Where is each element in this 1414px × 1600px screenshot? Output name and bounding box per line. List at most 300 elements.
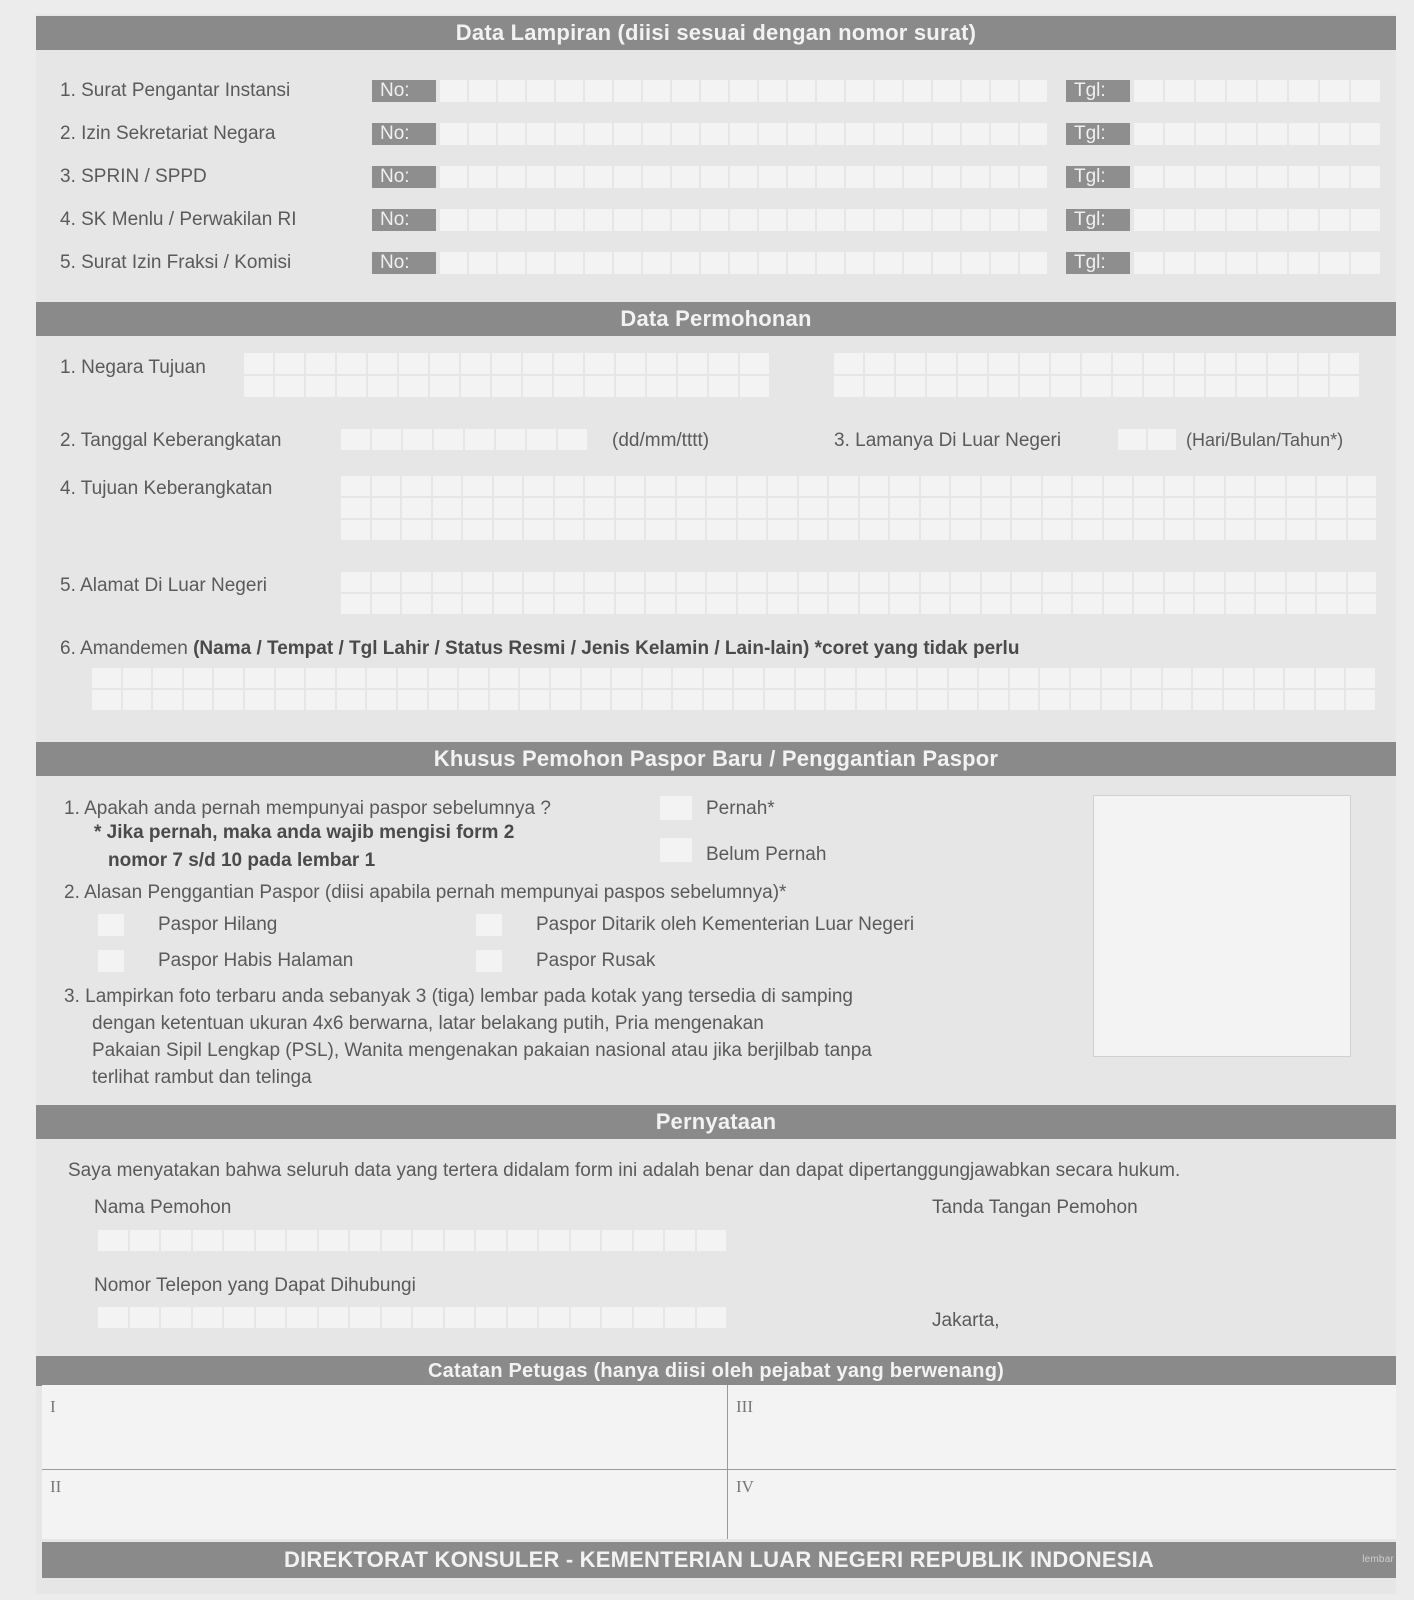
input-cell[interactable] [1320,209,1349,231]
input-cell[interactable] [337,376,366,397]
input-cell[interactable] [677,520,706,540]
input-cell[interactable] [1317,498,1346,518]
input-cell[interactable] [788,166,815,188]
input-cell[interactable] [1285,668,1314,688]
input-cell[interactable] [1196,123,1225,145]
input-cell[interactable] [1256,498,1285,518]
input-cell[interactable] [1351,252,1380,274]
input-cell[interactable] [1317,594,1346,614]
input-cell[interactable] [677,594,706,614]
input-cell[interactable] [498,252,525,274]
input-cell[interactable] [673,668,702,688]
input-cell[interactable] [372,498,401,518]
input-cell[interactable] [372,572,401,592]
input-cell[interactable] [933,166,960,188]
input-cell[interactable] [799,520,828,540]
input-cell[interactable] [1226,476,1255,496]
input-cell[interactable] [643,690,672,710]
lampiran-tgl-input[interactable] [1134,209,1384,231]
input-cell[interactable] [1287,476,1316,496]
input-cell[interactable] [244,376,273,397]
input-cell[interactable] [469,252,496,274]
input-cell[interactable] [98,1307,128,1328]
input-cell[interactable] [1316,668,1345,688]
input-cell[interactable] [402,572,431,592]
input-cell[interactable] [701,80,728,102]
input-cell[interactable] [440,123,467,145]
input-cell[interactable] [949,668,978,688]
input-cell[interactable] [1104,572,1133,592]
input-cell[interactable] [585,123,612,145]
input-cell[interactable] [539,1307,569,1328]
input-cell[interactable] [1289,252,1318,274]
input-cell[interactable] [1010,668,1039,688]
input-cell[interactable] [1348,498,1377,518]
input-cell[interactable] [701,209,728,231]
input-cell[interactable] [1071,690,1100,710]
input-cell[interactable] [768,498,797,518]
input-cell[interactable] [796,690,825,710]
input-cell[interactable] [429,690,458,710]
input-cell[interactable] [829,594,858,614]
input-cell[interactable] [991,209,1018,231]
input-cell[interactable] [921,520,950,540]
input-cell[interactable] [1289,80,1318,102]
input-cell[interactable] [520,668,549,688]
input-cell[interactable] [1320,252,1349,274]
input-cell[interactable] [989,376,1018,397]
input-cell[interactable] [337,668,366,688]
photo-box[interactable] [1093,795,1351,1057]
input-cell[interactable] [1165,166,1194,188]
lampiran-no-input[interactable] [440,123,1060,145]
input-cell[interactable] [463,520,492,540]
input-cell[interactable] [918,668,947,688]
input-cell[interactable] [991,252,1018,274]
input-cell[interactable] [701,166,728,188]
input-cell[interactable] [1165,572,1194,592]
input-cell[interactable] [1012,594,1041,614]
input-cell[interactable] [524,594,553,614]
input-cell[interactable] [614,80,641,102]
input-cell[interactable] [463,572,492,592]
input-cell[interactable] [1012,476,1041,496]
input-cell[interactable] [465,429,494,450]
input-cell[interactable] [1073,520,1102,540]
input-cell[interactable] [445,1307,475,1328]
input-cell[interactable] [904,252,931,274]
input-cell[interactable] [463,594,492,614]
input-cell[interactable] [1104,498,1133,518]
input-cell[interactable] [1102,690,1131,710]
nama-pemohon-input[interactable] [98,1230,728,1251]
input-cell[interactable] [643,252,670,274]
input-cell[interactable] [1258,166,1287,188]
input-cell[interactable] [1346,668,1375,688]
input-cell[interactable] [98,1230,128,1251]
input-cell[interactable] [224,1307,254,1328]
input-cell[interactable] [524,498,553,518]
input-cell[interactable] [1348,572,1377,592]
input-cell[interactable] [1020,166,1047,188]
input-cell[interactable] [571,1230,601,1251]
lampiran-no-input[interactable] [440,252,1060,274]
input-cell[interactable] [399,376,428,397]
input-cell[interactable] [834,376,863,397]
checkbox-paspor-hilang[interactable] [98,914,124,936]
input-cell[interactable] [768,572,797,592]
input-cell[interactable] [1134,594,1163,614]
input-cell[interactable] [738,572,767,592]
lampiran-tgl-input[interactable] [1134,80,1384,102]
input-cell[interactable] [319,1230,349,1251]
input-cell[interactable] [1165,123,1194,145]
input-cell[interactable] [904,166,931,188]
lampiran-tgl-input[interactable] [1134,123,1384,145]
input-cell[interactable] [306,690,335,710]
input-cell[interactable] [707,572,736,592]
input-cell[interactable] [643,209,670,231]
input-cell[interactable] [556,80,583,102]
input-cell[interactable] [287,1307,317,1328]
input-cell[interactable] [958,353,987,374]
input-cell[interactable] [1227,252,1256,274]
input-cell[interactable] [918,690,947,710]
input-cell[interactable] [677,572,706,592]
input-cell[interactable] [677,476,706,496]
negara-tujuan-input-2[interactable] [834,353,1370,397]
input-cell[interactable] [951,476,980,496]
input-cell[interactable] [860,476,889,496]
tanggal-keberangkatan-input[interactable] [341,429,591,450]
input-cell[interactable] [904,123,931,145]
input-cell[interactable] [1351,166,1380,188]
input-cell[interactable] [382,1307,412,1328]
input-cell[interactable] [738,594,767,614]
input-cell[interactable] [927,376,956,397]
input-cell[interactable] [1102,668,1131,688]
input-cell[interactable] [678,376,707,397]
input-cell[interactable] [734,668,763,688]
input-cell[interactable] [585,572,614,592]
input-cell[interactable] [539,1230,569,1251]
input-cell[interactable] [399,353,428,374]
input-cell[interactable] [697,1307,727,1328]
input-cell[interactable] [887,668,916,688]
input-cell[interactable] [817,209,844,231]
input-cell[interactable] [214,690,243,710]
input-cell[interactable] [834,353,863,374]
input-cell[interactable] [614,252,641,274]
input-cell[interactable] [829,520,858,540]
input-cell[interactable] [367,668,396,688]
input-cell[interactable] [350,1230,380,1251]
input-cell[interactable] [817,123,844,145]
input-cell[interactable] [372,429,401,450]
input-cell[interactable] [759,209,786,231]
input-cell[interactable] [1195,520,1224,540]
alamat-input[interactable] [341,572,1379,614]
input-cell[interactable] [616,594,645,614]
input-cell[interactable] [1256,520,1285,540]
input-cell[interactable] [527,209,554,231]
input-cell[interactable] [1258,80,1287,102]
input-cell[interactable] [402,476,431,496]
input-cell[interactable] [991,123,1018,145]
checkbox-paspor-ditarik[interactable] [476,914,502,936]
input-cell[interactable] [585,376,614,397]
input-cell[interactable] [1165,476,1194,496]
input-cell[interactable] [730,209,757,231]
input-cell[interactable] [1227,80,1256,102]
input-cell[interactable] [1268,376,1297,397]
input-cell[interactable] [1237,376,1266,397]
input-cell[interactable] [434,429,463,450]
input-cell[interactable] [585,353,614,374]
input-cell[interactable] [1175,353,1204,374]
input-cell[interactable] [585,209,612,231]
input-cell[interactable] [1040,668,1069,688]
negara-tujuan-input-1[interactable] [244,353,778,397]
input-cell[interactable] [1118,429,1146,450]
input-cell[interactable] [433,498,462,518]
input-cell[interactable] [738,476,767,496]
input-cell[interactable] [768,476,797,496]
input-cell[interactable] [1195,594,1224,614]
input-cell[interactable] [244,353,273,374]
input-cell[interactable] [469,166,496,188]
input-cell[interactable] [646,572,675,592]
input-cell[interactable] [224,1230,254,1251]
input-cell[interactable] [697,1230,727,1251]
input-cell[interactable] [1316,690,1345,710]
input-cell[interactable] [1144,376,1173,397]
input-cell[interactable] [1134,166,1163,188]
input-cell[interactable] [368,376,397,397]
input-cell[interactable] [765,690,794,710]
input-cell[interactable] [951,498,980,518]
input-cell[interactable] [463,498,492,518]
amandemen-input[interactable] [92,668,1379,710]
input-cell[interactable] [962,252,989,274]
input-cell[interactable] [799,594,828,614]
input-cell[interactable] [498,209,525,231]
input-cell[interactable] [890,476,919,496]
input-cell[interactable] [759,123,786,145]
input-cell[interactable] [469,123,496,145]
input-cell[interactable] [523,376,552,397]
input-cell[interactable] [962,80,989,102]
checkbox-paspor-rusak[interactable] [476,950,502,972]
input-cell[interactable] [555,520,584,540]
input-cell[interactable] [1082,376,1111,397]
checkbox-belum-pernah[interactable] [660,838,692,862]
input-cell[interactable] [1227,209,1256,231]
input-cell[interactable] [130,1307,160,1328]
input-cell[interactable] [1289,123,1318,145]
input-cell[interactable] [646,476,675,496]
input-cell[interactable] [1206,376,1235,397]
input-cell[interactable] [1299,376,1328,397]
input-cell[interactable] [123,668,152,688]
input-cell[interactable] [341,572,370,592]
input-cell[interactable] [788,252,815,274]
input-cell[interactable] [1287,520,1316,540]
input-cell[interactable] [1051,353,1080,374]
input-cell[interactable] [904,209,931,231]
input-cell[interactable] [730,166,757,188]
input-cell[interactable] [1255,690,1284,710]
lampiran-tgl-input[interactable] [1134,252,1384,274]
input-cell[interactable] [875,209,902,231]
input-cell[interactable] [665,1230,695,1251]
input-cell[interactable] [860,572,889,592]
input-cell[interactable] [306,376,335,397]
input-cell[interactable] [524,476,553,496]
input-cell[interactable] [709,376,738,397]
input-cell[interactable] [817,80,844,102]
input-cell[interactable] [382,1230,412,1251]
input-cell[interactable] [92,668,121,688]
input-cell[interactable] [1134,520,1163,540]
input-cell[interactable] [1193,690,1222,710]
input-cell[interactable] [846,252,873,274]
telepon-input[interactable] [98,1307,728,1328]
input-cell[interactable] [829,476,858,496]
input-cell[interactable] [490,668,519,688]
input-cell[interactable] [527,166,554,188]
input-cell[interactable] [287,1230,317,1251]
input-cell[interactable] [1287,572,1316,592]
input-cell[interactable] [476,1307,506,1328]
input-cell[interactable] [1285,690,1314,710]
input-cell[interactable] [826,690,855,710]
input-cell[interactable] [1148,429,1176,450]
input-cell[interactable] [1134,498,1163,518]
input-cell[interactable] [768,520,797,540]
input-cell[interactable] [1043,520,1072,540]
input-cell[interactable] [1073,498,1102,518]
input-cell[interactable] [461,376,490,397]
input-cell[interactable] [245,668,274,688]
input-cell[interactable] [527,80,554,102]
input-cell[interactable] [1104,476,1133,496]
input-cell[interactable] [991,80,1018,102]
input-cell[interactable] [673,690,702,710]
input-cell[interactable] [875,123,902,145]
input-cell[interactable] [707,520,736,540]
input-cell[interactable] [1165,498,1194,518]
input-cell[interactable] [440,252,467,274]
input-cell[interactable] [469,209,496,231]
input-cell[interactable] [350,1307,380,1328]
input-cell[interactable] [492,376,521,397]
input-cell[interactable] [398,690,427,710]
input-cell[interactable] [1163,668,1192,688]
input-cell[interactable] [1226,498,1255,518]
input-cell[interactable] [991,166,1018,188]
input-cell[interactable] [646,594,675,614]
input-cell[interactable] [1255,668,1284,688]
input-cell[interactable] [1020,80,1047,102]
input-cell[interactable] [616,498,645,518]
input-cell[interactable] [647,376,676,397]
input-cell[interactable] [582,690,611,710]
input-cell[interactable] [616,476,645,496]
input-cell[interactable] [677,498,706,518]
input-cell[interactable] [1258,252,1287,274]
input-cell[interactable] [962,209,989,231]
input-cell[interactable] [1073,594,1102,614]
input-cell[interactable] [508,1230,538,1251]
input-cell[interactable] [556,252,583,274]
input-cell[interactable] [585,476,614,496]
input-cell[interactable] [1113,376,1142,397]
input-cell[interactable] [1348,594,1377,614]
input-cell[interactable] [890,520,919,540]
input-cell[interactable] [556,166,583,188]
input-cell[interactable] [498,166,525,188]
input-cell[interactable] [1134,476,1163,496]
input-cell[interactable] [1317,520,1346,540]
input-cell[interactable] [1082,353,1111,374]
input-cell[interactable] [875,166,902,188]
input-cell[interactable] [494,520,523,540]
input-cell[interactable] [788,80,815,102]
input-cell[interactable] [1043,476,1072,496]
input-cell[interactable] [982,498,1011,518]
input-cell[interactable] [527,252,554,274]
input-cell[interactable] [1104,520,1133,540]
input-cell[interactable] [214,668,243,688]
input-cell[interactable] [896,376,925,397]
input-cell[interactable] [403,429,432,450]
input-cell[interactable] [413,1230,443,1251]
input-cell[interactable] [1020,376,1049,397]
input-cell[interactable] [707,594,736,614]
input-cell[interactable] [979,668,1008,688]
input-cell[interactable] [921,594,950,614]
input-cell[interactable] [440,80,467,102]
input-cell[interactable] [527,429,556,450]
input-cell[interactable] [494,594,523,614]
input-cell[interactable] [1012,572,1041,592]
input-cell[interactable] [413,1307,443,1328]
input-cell[interactable] [1226,572,1255,592]
input-cell[interactable] [1175,376,1204,397]
input-cell[interactable] [890,594,919,614]
input-cell[interactable] [275,376,304,397]
input-cell[interactable] [433,476,462,496]
input-cell[interactable] [494,498,523,518]
input-cell[interactable] [1163,690,1192,710]
input-cell[interactable] [740,353,769,374]
input-cell[interactable] [1040,690,1069,710]
input-cell[interactable] [1268,353,1297,374]
input-cell[interactable] [92,690,121,710]
input-cell[interactable] [429,668,458,688]
input-cell[interactable] [740,376,769,397]
input-cell[interactable] [949,690,978,710]
input-cell[interactable] [153,668,182,688]
input-cell[interactable] [319,1307,349,1328]
input-cell[interactable] [459,690,488,710]
input-cell[interactable] [524,520,553,540]
input-cell[interactable] [982,520,1011,540]
input-cell[interactable] [341,498,370,518]
lampiran-no-input[interactable] [440,80,1060,102]
input-cell[interactable] [672,166,699,188]
